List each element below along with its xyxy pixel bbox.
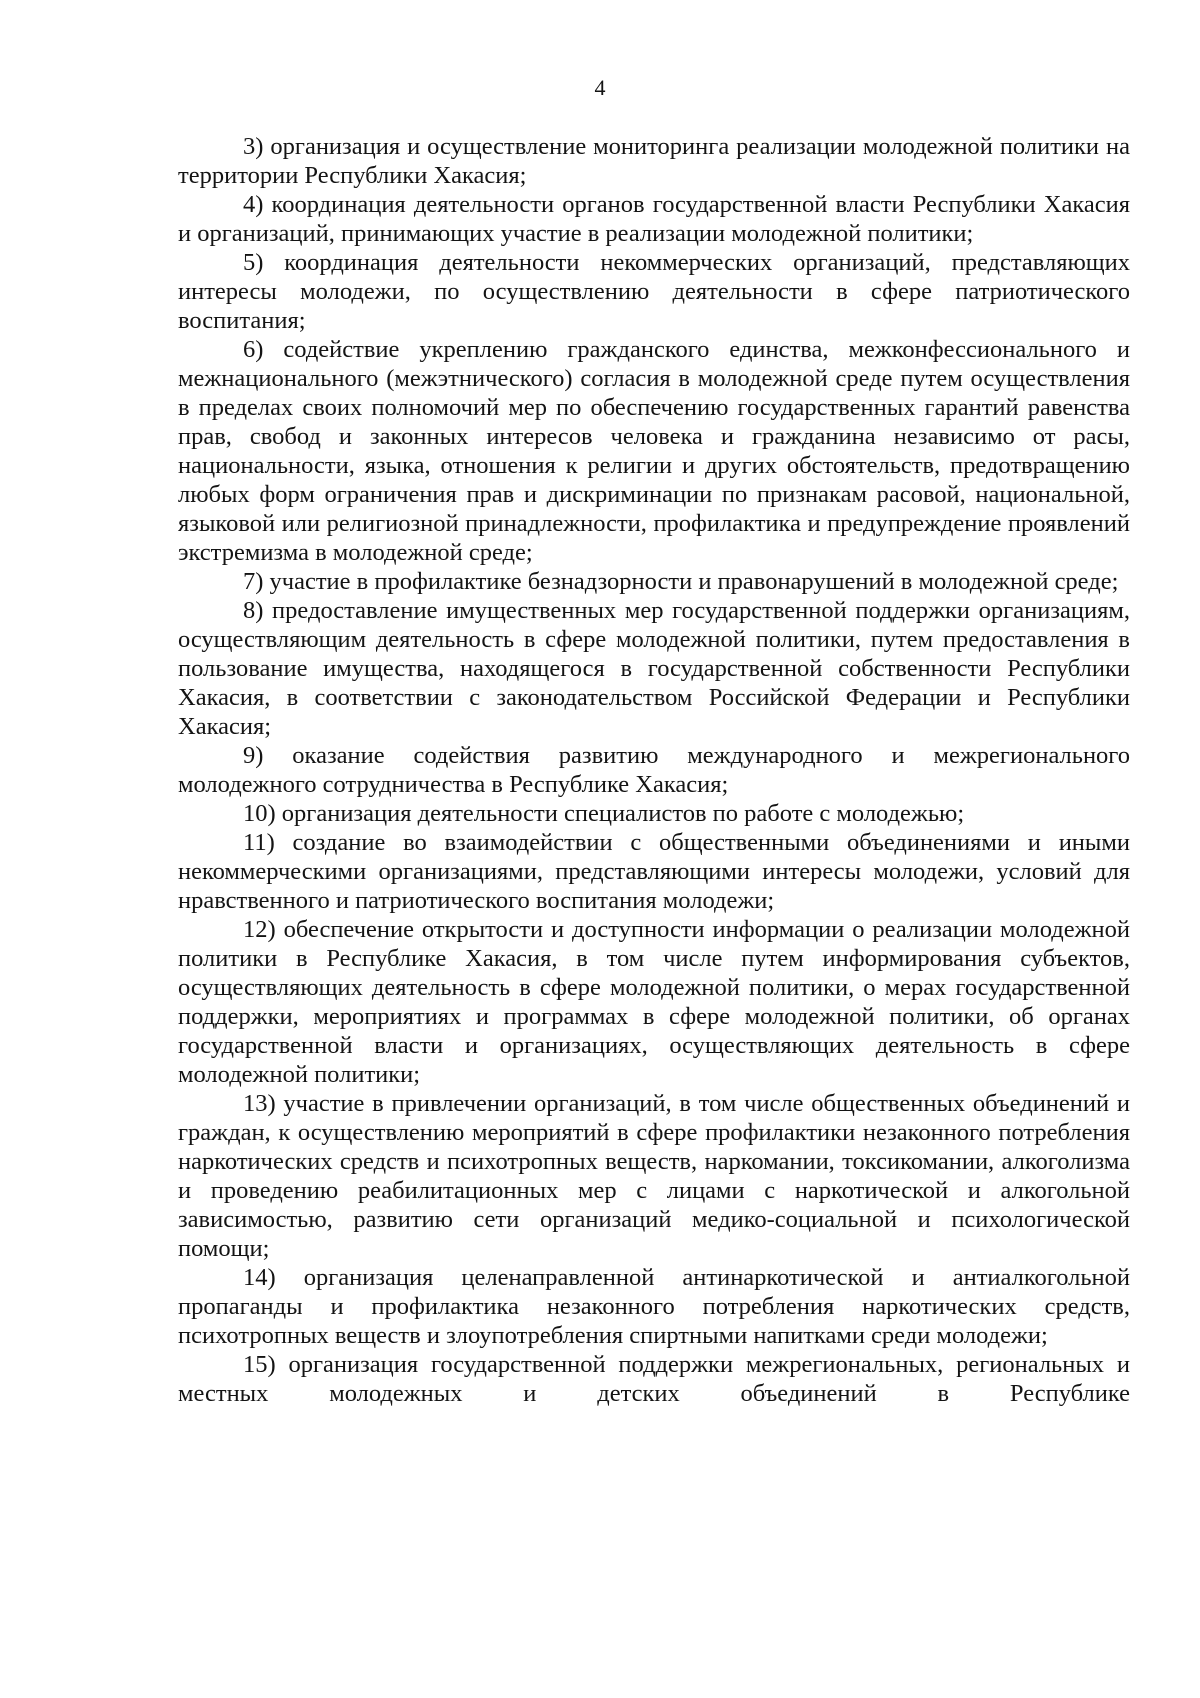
paragraph-item-8: 8) предоставление имущественных мер государственной поддержки организациям, осуществляющим деятельность в сфере молодежной политики, путем предоставления в пользование имущества, находящегося в государственной собственности Республики Хакасия, в соответствии с законодательством Российской Федерации и Республики Хакасия; [178,597,1130,740]
document-body [178,132,1130,1408]
paragraph-item-5: 5) координация деятельности некоммерческих организаций, представляющих интересы молодежи, по осуществлению деятельности в сфере патриотического воспитания; [178,249,1130,334]
paragraph-item-12: 12) обеспечение открытости и доступности информации о реализации молодежной политики в Республике Хакасия, в том числе путем информирования субъектов, осуществляющих деятельность в сфере молодежной политики, о мерах государственной поддержки, мероприятиях и программах в сфере молодежной политики, об органах государственной власти и организациях, осуществляющих деятельность в сфере молодежной политики; [178,916,1130,1088]
paragraph-item-13: 13) участие в привлечении организаций, в том числе общественных объединений и граждан, к осуществлению мероприятий в сфере профилактики незаконного потребления наркотических средств и психотропных веществ, наркомании, токсикомании, алкоголизма и проведению реабилитационных мер с лицами с наркотической и алкогольной зависимостью, развитию сети организаций медико-социальной и психологической помощи; [178,1090,1130,1262]
paragraph-item-15: 15) организация государственной поддержки межрегиональных, региональных и местных молодежных и детских объединений в Республике [178,1351,1130,1407]
paragraph-item-7: 7) участие в профилактике безнадзорности и правонарушений в молодежной среде; [243,568,1119,595]
paragraph-item-11: 11) создание во взаимодействии с общественными объединениями и иными некоммерческими организациями, представляющими интересы молодежи, условий для нравственного и патриотического воспитания молодежи; [178,829,1130,914]
paragraph-item-3: 3) организация и осуществление мониторинга реализации молодежной политики на территории Республики Хакасия; [178,133,1130,189]
paragraph-item-14: 14) организация целенаправленной антинаркотической и антиалкогольной пропаганды и профилактика незаконного потребления наркотических средств, психотропных веществ и злоупотребления спиртными напитками среди молодежи; [178,1264,1130,1349]
paragraph-item-6: 6) содействие укреплению гражданского единства, межконфессионального и межнационального (межэтнического) согласия в молодежной среде путем осуществления в пределах своих полномочий мер по обеспечению государственных гарантий равенства прав, свобод и законных интересов человека и гражданина независимо от расы, национальности, языка, отношения к религии и других обстоятельств, предотвращению любых форм ограничения прав и дискриминации по признакам расовой, национальной, языковой или религиозной принадлежности, профилактика и предупреждение проявлений экстремизма в молодежной среде; [178,336,1130,566]
paragraph-item-9: 9) оказание содействия развитию международного и межрегионального молодежного сотрудничества в Республике Хакасия; [178,742,1130,798]
page-number: 4 [594,75,606,100]
paragraph-item-4: 4) координация деятельности органов государственной власти Республики Хакасия и организаций, принимающих участие в реализации молодежной политики; [178,191,1130,247]
paragraph-item-10: 10) организация деятельности специалистов по работе с молодежью; [243,800,965,827]
